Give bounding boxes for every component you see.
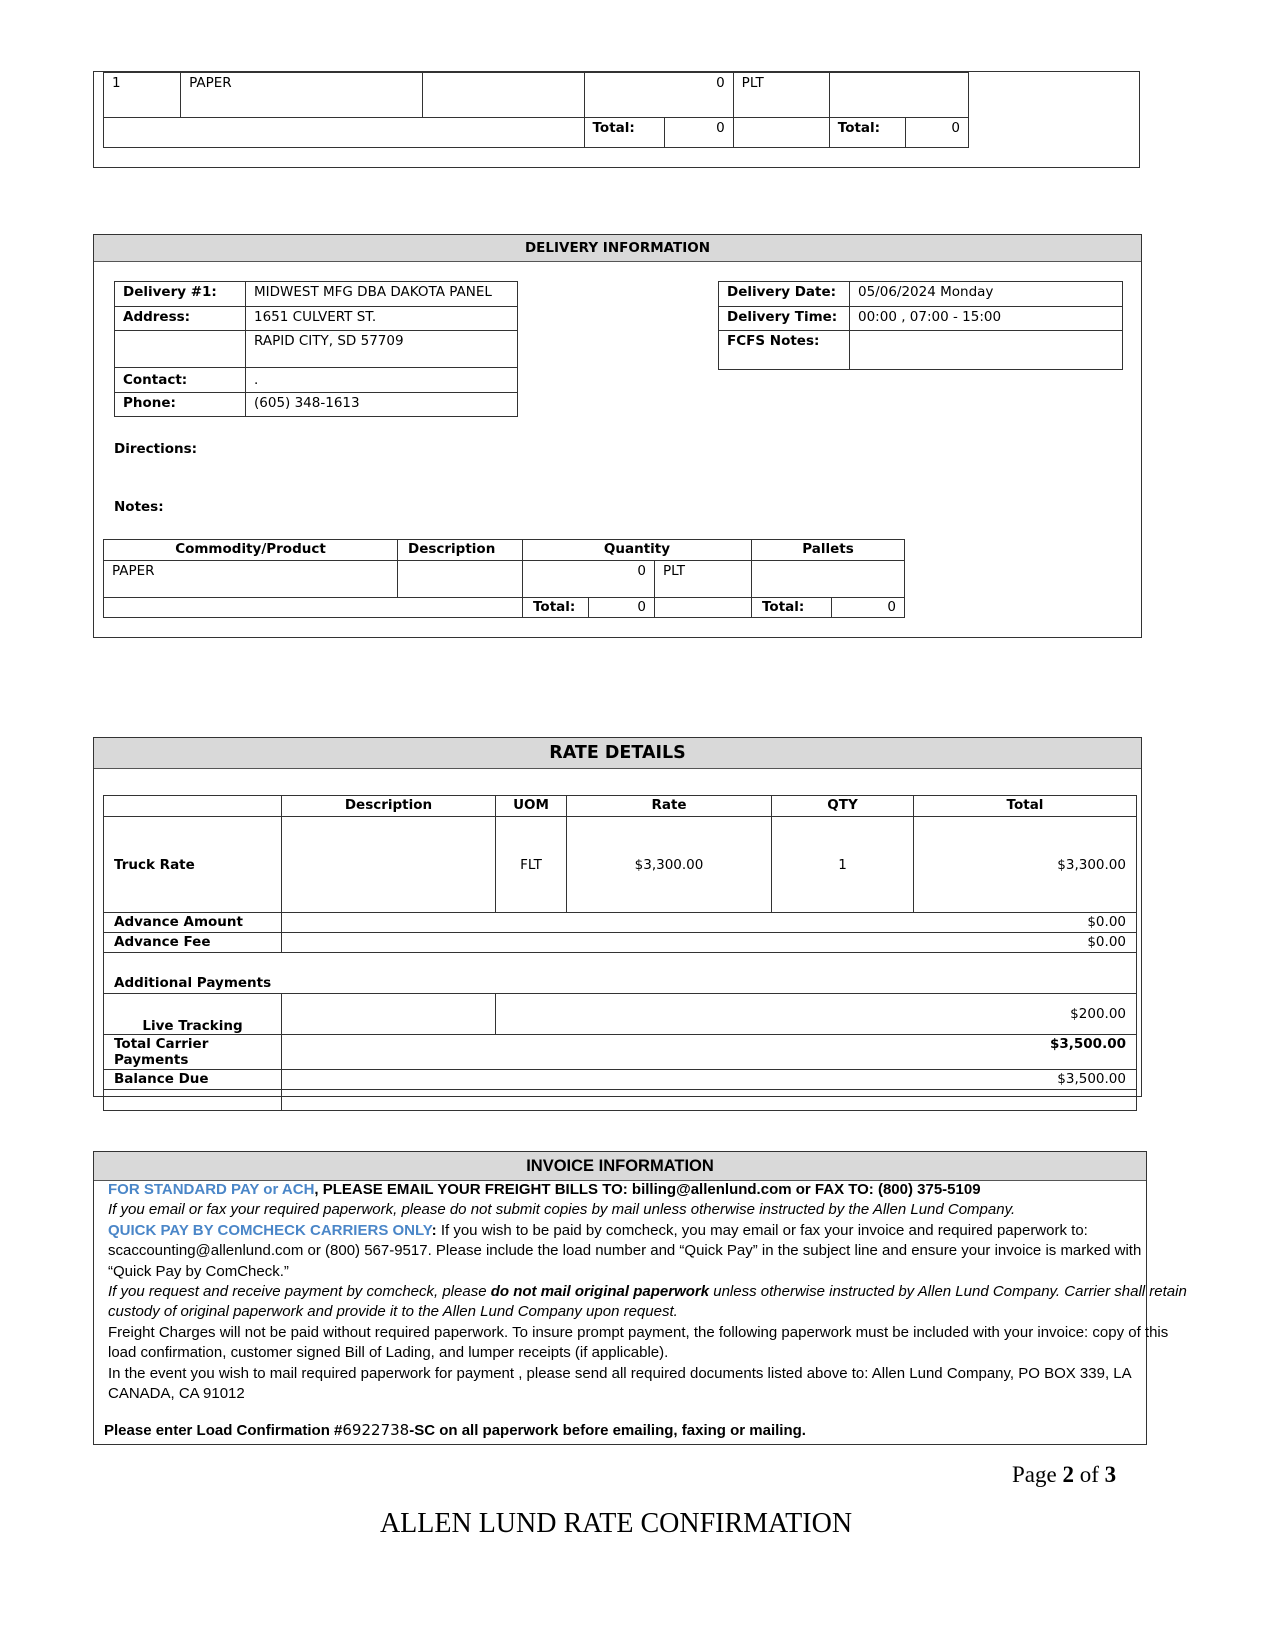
total-value: 0	[664, 118, 733, 148]
pallets-cell	[752, 561, 905, 598]
total-value: 0	[905, 118, 968, 148]
balance-due-label: Balance Due	[104, 1070, 282, 1090]
contact-value: .	[246, 368, 518, 393]
blank-cell	[104, 796, 282, 817]
total-label: Total:	[752, 598, 832, 618]
col-header-rate: Rate	[567, 796, 772, 817]
delivery-date-value: 05/06/2024 Monday	[850, 282, 1123, 307]
total-label: Total:	[584, 118, 664, 148]
unit-cell: PLT	[733, 73, 829, 118]
comcheck-text-a: If you request and receive payment by comcheck, please	[108, 1283, 491, 1301]
address-line1: 1651 CULVERT ST.	[246, 307, 518, 331]
comcheck-bold: do not mail original paperwork	[490, 1283, 710, 1301]
blank-cell	[104, 118, 585, 148]
standard-pay-line	[108, 1180, 1188, 1200]
top-commodity-table	[103, 72, 969, 148]
email-fax-note: If you email or fax your required paperwork, please do not submit copies by mail unless otherwise instructed by the Allen Lund Company.	[108, 1201, 1016, 1219]
document-title: ALLEN LUND RATE CONFIRMATION	[379, 1508, 853, 1539]
address-label: Address:	[115, 307, 246, 331]
unit-cell: PLT	[655, 561, 752, 598]
phone-value: (605) 348-1613	[246, 393, 518, 417]
load-confirmation-number: 6922738	[342, 1421, 410, 1439]
delivery-date-label: Delivery Date:	[719, 282, 850, 307]
directions-label: Directions:	[114, 441, 198, 457]
total-label: Total:	[829, 118, 905, 148]
truck-total: $3,300.00	[914, 817, 1137, 913]
fcfs-notes-value	[850, 331, 1123, 370]
total-carrier-payments-label: Total Carrier Payments	[104, 1035, 282, 1070]
page-total: 3	[1104, 1462, 1117, 1487]
load-confirmation-instruction	[104, 1421, 806, 1439]
contact-label: Contact:	[115, 368, 246, 393]
quick-pay-colon: :	[431, 1221, 437, 1239]
blank-cell	[655, 598, 752, 618]
page-current: 2	[1062, 1462, 1074, 1487]
rate-header: RATE DETAILS	[94, 738, 1141, 769]
col-header-description: Description	[398, 540, 523, 561]
invoice-header: INVOICE INFORMATION	[94, 1152, 1146, 1181]
blank-cell	[282, 1090, 1137, 1111]
live-tracking-description	[282, 994, 496, 1035]
truck-rate: $3,300.00	[567, 817, 772, 913]
col-header-description: Description	[282, 796, 496, 817]
mail-paperwork-paragraph: In the event you wish to mail required paperwork for payment , please send all required documents listed above to: Allen Lund Company, PO BOX 339, LA CANADA, CA 91012	[108, 1364, 1131, 1403]
comcheck-paragraph	[108, 1282, 1188, 1323]
truck-description	[282, 817, 496, 913]
advance-amount-value: $0.00	[282, 913, 1137, 933]
instruction-text-a: Please enter Load Confirmation #	[104, 1422, 343, 1439]
blank-cell	[104, 598, 523, 618]
advance-fee-label: Advance Fee	[104, 933, 282, 953]
description-cell	[398, 561, 523, 598]
notes-label: Notes:	[114, 499, 164, 515]
page-of: of	[1073, 1462, 1105, 1487]
live-tracking-label: Live Tracking	[104, 994, 282, 1035]
freight-charges-paragraph: Freight Charges will not be paid without required paperwork. To insure prompt payment, the following paperwork must be included with your invoice: copy of this load confirmation, customer signed Bill of Lading, and lumper receipts (if applicable).	[108, 1323, 1169, 1362]
email-bills-text: , PLEASE EMAIL YOUR FREIGHT BILLS TO: billing@allenlund.com or FAX TO: (800) 375-5109	[314, 1181, 981, 1198]
total-value: 0	[589, 598, 655, 618]
col-header-qty: QTY	[772, 796, 914, 817]
truck-uom: FLT	[496, 817, 567, 913]
total-value: 0	[832, 598, 905, 618]
delivery-num-label: Delivery #1:	[115, 282, 246, 307]
delivery-name: MIDWEST MFG DBA DAKOTA PANEL	[246, 282, 518, 307]
col-header-commodity: Commodity/Product	[104, 540, 398, 561]
quick-pay-paragraph	[108, 1221, 1188, 1282]
delivery-address-table	[114, 281, 518, 417]
commodity-cell: PAPER	[181, 73, 423, 118]
commodity-cell: PAPER	[104, 561, 398, 598]
balance-due-value: $3,500.00	[282, 1070, 1137, 1090]
delivery-date-table	[718, 281, 1123, 370]
address-line2: RAPID CITY, SD 57709	[246, 331, 518, 368]
row-number: 1	[104, 73, 181, 118]
instruction-text-b: -SC on all paperwork before emailing, faxing or mailing.	[409, 1422, 806, 1439]
rate-table	[103, 795, 1137, 1111]
page-prefix: Page	[1012, 1462, 1063, 1487]
phone-label: Phone:	[115, 393, 246, 417]
advance-amount-label: Advance Amount	[104, 913, 282, 933]
quantity-cell: 0	[584, 73, 733, 118]
standard-pay-label: FOR STANDARD PAY or ACH	[108, 1181, 315, 1198]
delivery-header: DELIVERY INFORMATION	[94, 235, 1141, 262]
pallets-cell	[829, 73, 968, 118]
quantity-cell: 0	[523, 561, 655, 598]
comcheck-text-b: unless otherwise instructed by Allen Lund Company. Carrier shall retain custody of original paperwork and provide it to the Allen Lund Company upon request.	[108, 1283, 1187, 1321]
fcfs-notes-label: FCFS Notes:	[719, 331, 850, 370]
live-tracking-value: $200.00	[496, 994, 1137, 1035]
page-number	[1012, 1462, 1116, 1488]
delivery-commodity-table	[103, 539, 905, 618]
col-header-total: Total	[914, 796, 1137, 817]
blank-cell	[104, 1090, 282, 1111]
quick-pay-text: If you wish to be paid by comcheck, you may email or fax your invoice and required paperwork to: scaccounting@allenlund.com or (800) 567-9517. Please include the load number and “Quick Pay” in the subject line and ensure your invoice is marked with “Quick Pay by ComCheck.”	[108, 1221, 1142, 1280]
quick-pay-label: QUICK PAY BY COMCHECK CARRIERS ONLY	[108, 1221, 432, 1239]
col-header-uom: UOM	[496, 796, 567, 817]
advance-fee-value: $0.00	[282, 933, 1137, 953]
col-header-pallets: Pallets	[752, 540, 905, 561]
blank-cell	[115, 331, 246, 368]
total-carrier-payments-value: $3,500.00	[282, 1035, 1137, 1070]
col-header-quantity: Quantity	[523, 540, 752, 561]
delivery-time-value: 00:00 , 07:00 - 15:00	[850, 307, 1123, 331]
delivery-time-label: Delivery Time:	[719, 307, 850, 331]
truck-qty: 1	[772, 817, 914, 913]
truck-rate-label: Truck Rate	[104, 817, 282, 913]
total-label: Total:	[523, 598, 589, 618]
description-cell	[423, 73, 584, 118]
invoice-body	[108, 1180, 1188, 1404]
additional-payments-label: Additional Payments	[104, 953, 1137, 994]
blank-cell	[733, 118, 829, 148]
